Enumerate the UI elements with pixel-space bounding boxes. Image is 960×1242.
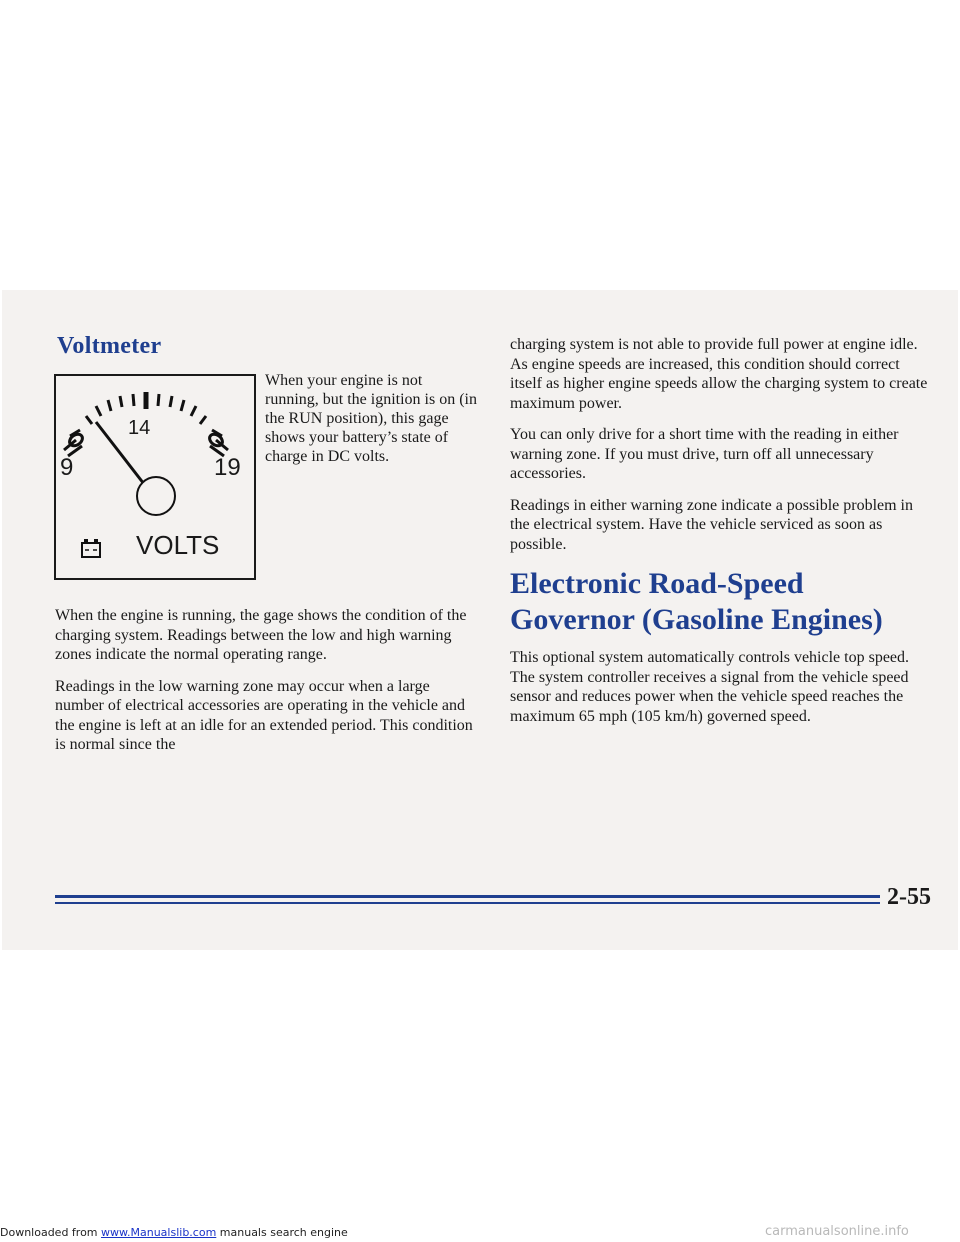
voltmeter-continued-1: charging system is not able to provide full power at engine idle. As engine speeds are increased, this condition should correct itself as higher engine speeds allow the charging system to create maximum power. xyxy=(510,336,928,412)
voltmeter-paragraph-2: Readings in the low warning zone may occur when a large number of electrical accessories are operating in the vehicle and the engine is left at an idle for an extended period. This condition is normal since the xyxy=(55,677,473,753)
gauge-unit-label: VOLTS xyxy=(136,530,220,560)
governor-heading: Electronic Road-Speed Governor (Gasoline Engines) xyxy=(510,567,883,636)
download-note xyxy=(0,1226,348,1239)
voltmeter-gauge-illustration xyxy=(54,374,256,580)
gauge-label-19: 19 xyxy=(214,454,241,481)
battery-icon xyxy=(82,539,100,557)
left-column-body xyxy=(55,606,475,767)
watermark: carmanualsonline.info xyxy=(765,1224,909,1239)
voltmeter-heading: Voltmeter xyxy=(57,333,162,359)
download-suffix: manuals search engine xyxy=(216,1226,348,1239)
footer-rule xyxy=(55,895,880,907)
voltmeter-continued-2: You can only drive for a short time with the reading in either warning zone. If you must drive, turn off all unnecessary accessories. xyxy=(510,426,899,482)
voltmeter-paragraph-1: When the engine is running, the gage shows the condition of the charging system. Readings between the low and high warning zones indicate the normal operating range. xyxy=(55,607,467,663)
governor-paragraph: This optional system automatically controls vehicle top speed. The system controller receives a signal from the vehicle speed sensor and reduces power when the vehicle speed reaches the maximum 65 mph (105 km/h) governed speed. xyxy=(510,649,910,725)
voltmeter-intro: When your engine is not running, but the ignition is on (in the RUN position), this gage shows your battery’s state of charge in DC volts. xyxy=(265,372,477,465)
gauge-label-14: 14 xyxy=(128,417,151,439)
manualslib-link[interactable]: www.Manualslib.com xyxy=(101,1226,217,1239)
voltmeter-continued-3: Readings in either warning zone indicate a possible problem in the electrical system. Have the vehicle serviced as soon as possible. xyxy=(510,496,913,553)
right-column-body xyxy=(510,335,930,738)
page-number: 2-55 xyxy=(887,884,931,910)
download-prefix: Downloaded from xyxy=(0,1226,102,1239)
gauge-label-9: 9 xyxy=(60,454,74,481)
